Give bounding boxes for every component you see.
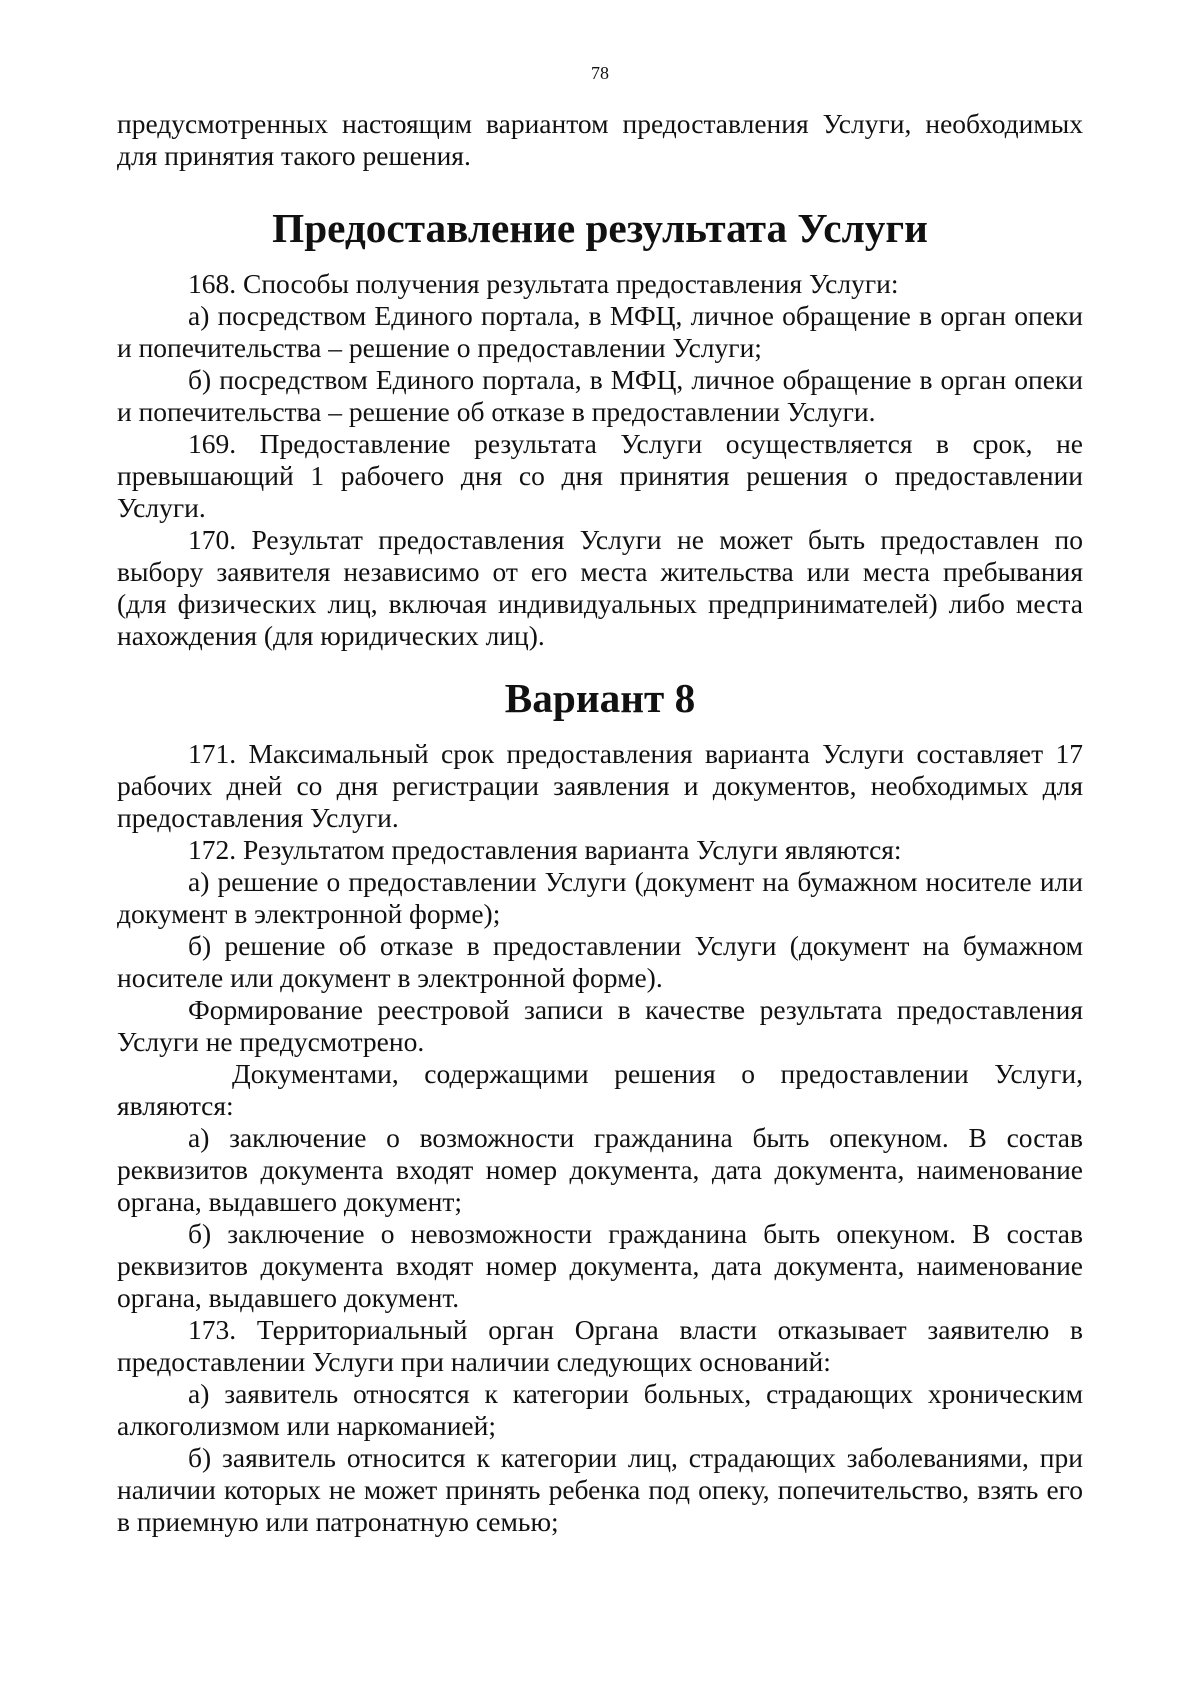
section-heading-result: Предоставление результата Услуги xyxy=(272,205,928,251)
paragraph-173-a: а) заявитель относятся к категории больных, страдающих хроническим алкоголизмом или наркоманией; xyxy=(117,1378,1083,1441)
paragraph-172: 172. Результатом предоставления варианта Услуги являются: xyxy=(188,834,902,865)
paragraph-168-b: б) посредством Единого портала, в МФЦ, личное обращение в орган опеки и попечительства – решение об отказе в предоставлении Услуги. xyxy=(117,364,1083,427)
paragraph-170: 170. Результат предоставления Услуги не может быть предоставлен по выбору заявителя независимо от его места жительства или места пребывания (для физических лиц, включая индивидуальных предпринимателей) либо места нахождения (для юридических лиц). xyxy=(117,524,1083,651)
page-number: 78 xyxy=(591,63,609,83)
paragraph-decision-documents: Документами, содержащими решения о предоставлении Услуги, являются: xyxy=(117,1058,1083,1121)
paragraph-registry-record: Формирование реестровой записи в качестве результата предоставления Услуги не предусмотрено. xyxy=(117,994,1083,1057)
paragraph-decision-documents-a: а) заключение о возможности гражданина быть опекуном. В состав реквизитов документа входят номер документа, дата документа, наименование органа, выдавшего документ; xyxy=(117,1122,1083,1217)
paragraph-171: 171. Максимальный срок предоставления варианта Услуги составляет 17 рабочих дней со дня регистрации заявления и документов, необходимых для предоставления Услуги. xyxy=(117,738,1083,833)
section-heading-variant-8: Вариант 8 xyxy=(504,675,696,721)
paragraph-173: 173. Территориальный орган Органа власти отказывает заявителю в предоставлении Услуги при наличии следующих оснований: xyxy=(117,1314,1083,1377)
paragraph-continuation: предусмотренных настоящим вариантом предоставления Услуги, необходимых для принятия такого решения. xyxy=(117,108,1083,171)
document-page xyxy=(117,62,1083,1538)
paragraph-172-b: б) решение об отказе в предоставлении Услуги (документ на бумажном носителе или документ в электронной форме). xyxy=(117,930,1083,993)
paragraph-decision-documents-b: б) заключение о невозможности гражданина быть опекуном. В состав реквизитов документа входят номер документа, дата документа, наименование органа, выдавшего документ. xyxy=(117,1218,1083,1313)
paragraph-173-b: б) заявитель относится к категории лиц, страдающих заболеваниями, при наличии которых не может принять ребенка под опеку, попечительство, взять его в приемную или патронатную семью; xyxy=(117,1442,1083,1537)
paragraph-172-a: а) решение о предоставлении Услуги (документ на бумажном носителе или документ в электронной форме); xyxy=(117,866,1083,929)
paragraph-168: 168. Способы получения результата предоставления Услуги: xyxy=(188,268,899,299)
paragraph-168-a: а) посредством Единого портала, в МФЦ, личное обращение в орган опеки и попечительства – решение о предоставлении Услуги; xyxy=(117,300,1083,363)
paragraph-169: 169. Предоставление результата Услуги осуществляется в срок, не превышающий 1 рабочего дня со дня принятия решения о предоставлении Услуги. xyxy=(117,428,1083,523)
